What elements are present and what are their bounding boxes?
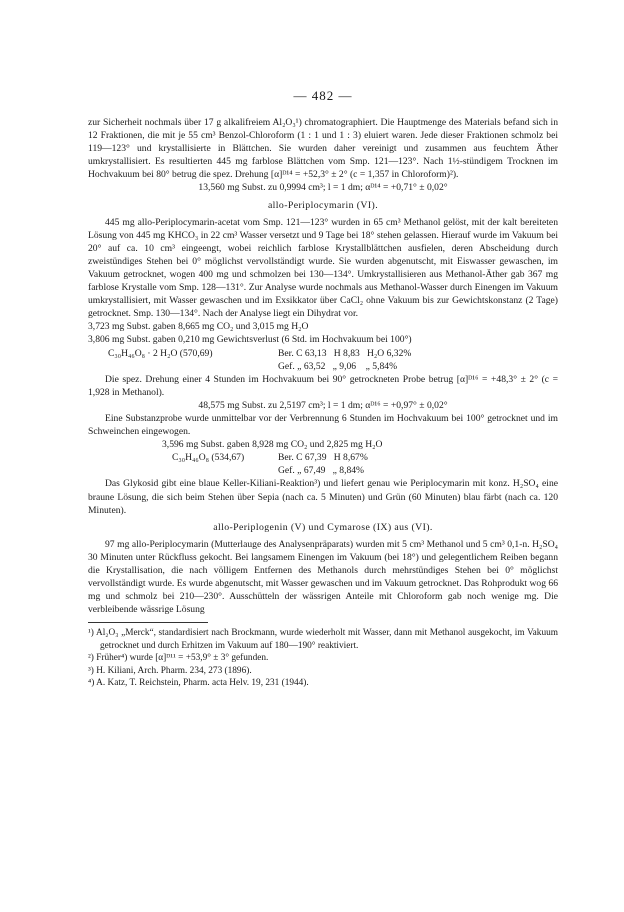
footnote-1: ¹) Al₂O₃ „Merck“, standardisiert nach Brockmann, wurde wiederholt mit Wasser, dann mit Methanol ausgekocht, im Vakuum getrocknet und durch Erhitzen im Vakuum auf 180—190° reaktiviert. — [88, 628, 558, 651]
found-values: Gef. „ 67,49 „ 8,84% — [278, 465, 365, 477]
analysis-line — [88, 360, 558, 373]
rotation-measurement-1: 13,560 mg Subst. zu 0,9994 cm³; l = 1 dm; αᴰ¹⁴ = +0,71° ± 0,02° — [198, 182, 448, 194]
paragraph-rotation: Die spez. Drehung einer 4 Stunden im Hochvakuum bei 90° getrockneten Probe betrug [α]ᴰ¹⁶ = +48,3° ± 2° (c = 1,928 in Methanol). — [88, 373, 558, 398]
footnote-3: ³) H. Kiliani, Arch. Pharm. 234, 273 (1896). — [88, 665, 252, 676]
paragraph-combustion-sample: Eine Substanzprobe wurde unmittelbar vor der Verbrennung 6 Stunden im Hochvakuum bei 100° getrocknet und im Schweinchen eingewogen. — [88, 412, 558, 438]
analysis-line — [88, 451, 558, 464]
section-heading-allo-periplocymarin: allo-Periplocymarin (VI). — [267, 199, 379, 211]
found-values: Gef. „ 63,52 „ 9,06 „ 5,84% — [278, 360, 398, 372]
paragraph-chromatography: zur Sicherheit nochmals über 17 g alkalifreiem Al₂O₃¹) chromatographiert. Die Hauptmenge des Materials befand sich in 12 Fraktionen, die mit je 55 cm³ Benzol-Chloroform (1 : 1 und 1 : 3) eluiert waren. Jede dieser Fraktionen schmolz bei 119—123° und krystallisierte in Blättchen. Sie wurden daher vereinigt und zusammen aus feuchtem Äther umkrystallisiert. Es resultierten 445 mg farblose Blättchen vom Smp. 121—123°. Nach 1½-stündigem Trocknen im Hochvakuum bei 80° betrug die spez. Drehung [α]ᴰ¹⁴ = +52,3° ± 2° (c = 1,357 in Chloroform)²). — [88, 117, 558, 181]
calculated-values: Ber. C 67,39 H 8,67% — [278, 452, 368, 464]
analysis-line — [88, 347, 558, 360]
document-page — [88, 88, 558, 689]
analysis-block-2 — [88, 438, 558, 477]
page-number: — 482 — — [293, 88, 353, 103]
analysis-line: 3,806 mg Subst. gaben 0,210 mg Gewichtsverlust (6 Std. im Hochvakuum bei 100°) — [88, 334, 412, 346]
rotation-measurement-2: 48,575 mg Subst. zu 2,5197 cm³; l = 1 dm; αᴰ¹⁶ = +0,97° ± 0,02° — [198, 399, 448, 411]
section-heading-periplogenin-cymarose: allo-Periplogenin (V) und Cymarose (IX) aus (VI). — [213, 521, 433, 533]
paragraph-hydrolysis: 97 mg allo-Periplocymarin (Mutterlauge des Analysenpräparats) wurden mit 5 cm³ Methanol und 5 cm³ 0,1-n. H₂SO₄ 30 Minuten unter Rückfluss gekocht. Bei langsamem Einengen im Vakuum (bei 18°) und gelegentlichem Reiben begann die Krystallisation, die nach völligem Entfernen des Methanols durch mehrstündiges Stehen bei 0° möglichst vervollständigt wurde. Es wurde abgenutscht, mit Wasser gewaschen und im Vakuum getrocknet. Das Rohprodukt wog 66 mg und schmolz bei 210—230°. Ausschütteln der wässrigen Anteile mit Chloroform gab noch wenige mg. Die verbleibende wässrige Lösung — [88, 538, 558, 616]
paragraph-saponification: 445 mg allo-Periplocymarin-acetat vom Smp. 121—123° wurden in 65 cm³ Methanol gelöst, mit der kalt bereiteten Lösung von 445 mg KHCO₃ in 22 cm³ Wasser versetzt und 9 Tage bei 18° stehen gelassen. Hierauf wurde im Vakuum bei 20° auf ca. 10 cm³ eingeengt, wobei reichlich farblose Krystallblättchen ausfielen, deren Abscheidung durch zweistündiges Stehen bei 0° möglichst vervollständigt wurde. Sie wurden abgenutscht, mit Eiswasser gewaschen, im Vakuum getrocknet, wogen 400 mg und schmolzen bei 130—134°. Umkrystallisieren aus Methanol-Äther gab 367 mg farblose Krystalle vom Smp. 128—131°. Zur Analyse wurde nochmals aus Methanol-Wasser durch Einengen im Vakuum umkrystallisiert, mit Wasser gewaschen und im Exsikkator über CaCl₂ ohne Vakuum bis zur Gewichtskonstanz (2 Tage) getrocknet. Smp. 130—134°. Nach der Analyse liegt ein Dihydrat vor. — [88, 216, 558, 320]
analysis-block-1 — [88, 320, 558, 372]
analysis-line: 3,596 mg Subst. gaben 8,928 mg CO₂ und 2,825 mg H₂O — [162, 439, 383, 451]
footnote-4: ⁴) A. Katz, T. Reichstein, Pharm. acta Helv. 19, 231 (1944). — [88, 677, 309, 688]
analysis-line — [88, 464, 558, 477]
formula: C₃₀H₄₆O₈ (534,67) — [172, 452, 245, 464]
footnote-2: ²) Früher⁴) wurde [α]ᴰ¹¹ = +53,9° ± 3° gefunden. — [88, 653, 269, 664]
footnote-divider — [88, 622, 208, 623]
calculated-values: Ber. C 63,13 H 8,83 H₂O 6,32% — [278, 347, 412, 359]
footnotes — [88, 627, 558, 689]
paragraph-color-reaction: Das Glykosid gibt eine blaue Keller-Kiliani-Reaktion³) und liefert genau wie Periplocymarin mit konz. H₂SO₄ eine braune Lösung, die sich beim Stehen über Sepia (nach ca. 5 Minuten) und Grün (60 Minuten) blau färbt (nach ca. 120 Minuten). — [88, 478, 558, 516]
formula: C₃₀H₄₆O₈ · 2 H₂O (570,69) — [108, 347, 213, 359]
analysis-line: 3,723 mg Subst. gaben 8,665 mg CO₂ und 3,015 mg H₂O — [88, 321, 309, 333]
